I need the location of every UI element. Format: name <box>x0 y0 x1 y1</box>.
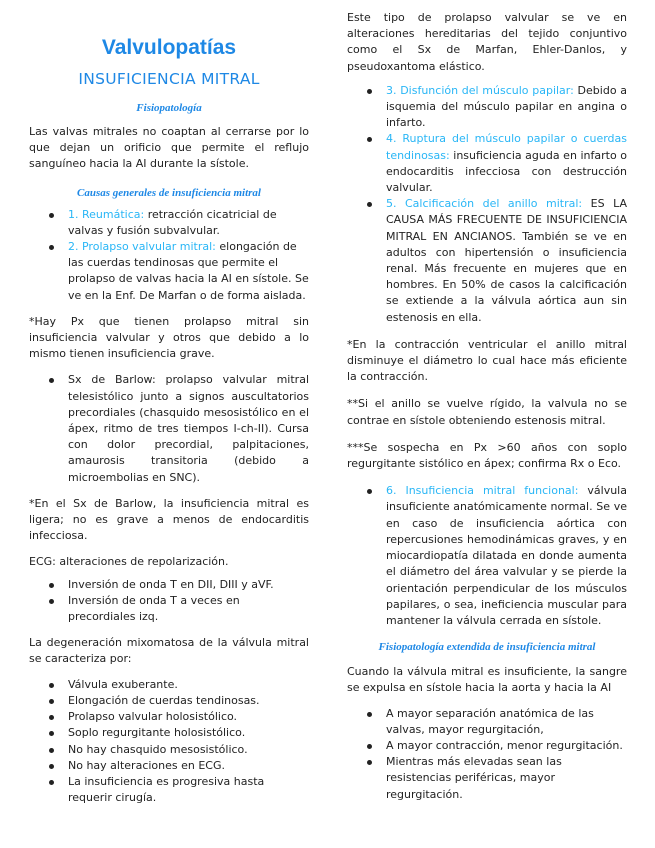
cause-number: 2. Prolapso valvular mitral: <box>68 240 216 254</box>
cause-text: retracción cicatricial de valvas y fusión subvalvular. <box>68 207 277 237</box>
list-item <box>386 131 627 196</box>
document-title: Valvulopatías <box>101 36 237 59</box>
list-item <box>68 207 309 239</box>
list-item <box>68 693 309 709</box>
barlow-text: Sx de Barlow: prolapso valvular mitral telesistólico junto a signos auscultatorios precordiales (chasquido mesosistólico en el ápex, ritmo de tres tiempos I-ch-II). Cursa con dolor precordial, palpitaciones, amaurosis transitoria (debido a microembolias en SNC). <box>68 373 309 484</box>
ecg-list <box>29 577 309 626</box>
list-item-text: No hay alteraciones en ECG. <box>68 758 226 772</box>
list-item-text: Elongación de cuerdas tendinosas. <box>68 693 260 707</box>
bullet-icon <box>49 780 54 785</box>
right-column <box>347 0 627 803</box>
list-item-text: A mayor contracción, menor regurgitación. <box>386 738 623 752</box>
list-item <box>68 677 309 693</box>
left-column <box>29 0 309 806</box>
list-item-text: No hay chasquido mesosistólico. <box>68 742 248 756</box>
list-item <box>386 754 627 803</box>
cause-number: 4. Ruptura del músculo papilar o cuerdas tendinosas: <box>386 132 627 162</box>
bullet-icon <box>49 599 54 604</box>
list-item-text: Válvula exuberante. <box>68 677 178 691</box>
list-item <box>68 593 309 625</box>
list-item <box>68 758 309 774</box>
list-item <box>386 83 627 132</box>
intro-paragraph: Este tipo de prolapso valvular se ve en alteraciones hereditarias del tejido conjuntivo como el Sx de Marfan, Ehler-Danlos, y pseudoxantoma elástico. <box>347 11 627 73</box>
note-paragraph: *Hay Px que tienen prolapso mitral sin insuficiencia valvular y otros que debido a lo mismo tienen insuficiencia grave. <box>29 314 309 361</box>
list-item-text: La insuficiencia es progresiva hasta requerir cirugía. <box>68 774 265 805</box>
list-item-text: Inversión de onda T en DII, DIII y aVF. <box>68 577 274 591</box>
cause-text: elongación de las cuerdas tendinosas que permite el prolapso de valvas hacia la AI en sístole. Se ve en la Enf. De Marfan o de forma aislada. <box>68 240 309 302</box>
bullet-icon <box>49 764 54 769</box>
list-item <box>68 725 309 741</box>
bullet-icon <box>49 699 54 704</box>
bullet-icon <box>367 137 372 142</box>
list-item-text: Soplo regurgitante holosistólico. <box>68 726 246 740</box>
list-item <box>68 239 309 304</box>
list-item <box>386 738 627 754</box>
note-paragraph: *En la contracción ventricular el anillo mitral disminuye el diámetro lo cual hace más eficiente la contracción. <box>347 337 627 384</box>
cause-number: 1. Reumática: <box>68 207 145 221</box>
fisiopatologia-paragraph: Las valvas mitrales no coaptan al cerrarse por lo que dejan un orificio que permite el reflujo sanguíneo hacia la AI durante la sístole. <box>29 125 309 171</box>
bullet-icon <box>49 715 54 720</box>
list-item-text: Inversión de onda T a veces en precordiales izq. <box>68 593 240 624</box>
list-item-text: A mayor separación anatómica de las valvas, mayor regurgitación, <box>386 706 594 736</box>
extended-heading: Fisiopatología extendida de insuficiencia mitral <box>378 641 596 654</box>
cause-number: 6. Insuficiencia mitral funcional: <box>386 484 579 498</box>
note-paragraph: *En el Sx de Barlow, la insuficiencia mitral es ligera; no es grave a menos de endocarditis infecciosa. <box>29 496 309 543</box>
bullet-icon <box>49 748 54 753</box>
degeneration-paragraph: La degeneración mixomatosa de la válvula mitral se caracteriza por: <box>29 636 309 666</box>
bullet-icon <box>49 683 54 688</box>
extended-list <box>347 706 627 803</box>
bullet-icon <box>367 489 372 494</box>
bullet-icon <box>49 245 54 250</box>
causas-heading: Causas generales de insuficiencia mitral <box>77 186 261 199</box>
causes-list-right <box>347 83 627 326</box>
cause-text: ES LA CAUSA MÁS FRECUENTE DE INSUFICIENCIA MITRAL EN ANCIANOS. También se ve en adultos con hipertensión o insuficiencia renal. Más frecuente en mujeres que en hombres. En 50% de casos la calcificación se extiende a la válvula aórtica aun sin estenosis en ella. <box>386 197 627 324</box>
causes-list-left <box>29 207 309 304</box>
cause-text: Debido a isquemia del músculo papilar en angina o infarto. <box>386 83 627 130</box>
cause-text: insuficiencia aguda en infarto o endocarditis infecciosa con destrucción valvular. <box>386 148 627 195</box>
list-item <box>68 372 309 485</box>
bullet-icon <box>367 712 372 717</box>
cause-number: 3. Disfunción del músculo papilar: <box>386 83 574 97</box>
bullet-icon <box>367 760 372 765</box>
ecg-label: ECG: alteraciones de repolarización. <box>29 555 229 569</box>
cause-number: 5. Calcificación del anillo mitral: <box>386 197 583 211</box>
bullet-icon <box>49 213 54 218</box>
fisiopatologia-heading: Fisiopatología <box>136 102 202 114</box>
list-item <box>68 577 309 593</box>
list-item <box>68 774 309 806</box>
list-item <box>68 742 309 758</box>
bullet-icon <box>49 378 54 383</box>
cause6-list <box>347 483 627 629</box>
degeneration-list <box>29 677 309 807</box>
bullet-icon <box>49 731 54 736</box>
barlow-list <box>29 372 309 485</box>
list-item <box>386 706 627 738</box>
bullet-icon <box>367 744 372 749</box>
list-item-text: Prolapso valvular holosistólico. <box>68 710 238 724</box>
cause-text: válvula insuficiente anatómicamente normal. Se ve en caso de insuficiencia aórtica con repercusiones hemodinámicas graves, y en miocardiopatía dilatada en donde aumenta el diámetro del área valvular y se pierde la orientación perpendicular de los músculos papilares, o sea, ineficiencia muscular para mantener la válvula cerrada en sístole. <box>386 484 627 627</box>
list-item-text: Mientras más elevadas sean las resistencias periféricas, mayor regurgitación. <box>386 755 562 801</box>
note-paragraph: **Si el anillo se vuelve rígido, la valvula no se contrae en sístole obteniendo estenosis mitral. <box>347 397 627 427</box>
extended-paragraph: Cuando la válvula mitral es insuficiente, la sangre se expulsa en sístole hacia la aorta y hacia la AI <box>347 665 627 695</box>
note-paragraph: ***Se sospecha en Px >60 años con soplo regurgitante sistólico en ápex; confirma Rx o Eco. <box>347 440 627 471</box>
list-item <box>386 483 627 629</box>
section-title: INSUFICIENCIA MITRAL <box>78 70 260 88</box>
bullet-icon <box>367 202 372 207</box>
list-item <box>386 196 627 326</box>
bullet-icon <box>367 89 372 94</box>
list-item <box>68 709 309 725</box>
bullet-icon <box>49 583 54 588</box>
